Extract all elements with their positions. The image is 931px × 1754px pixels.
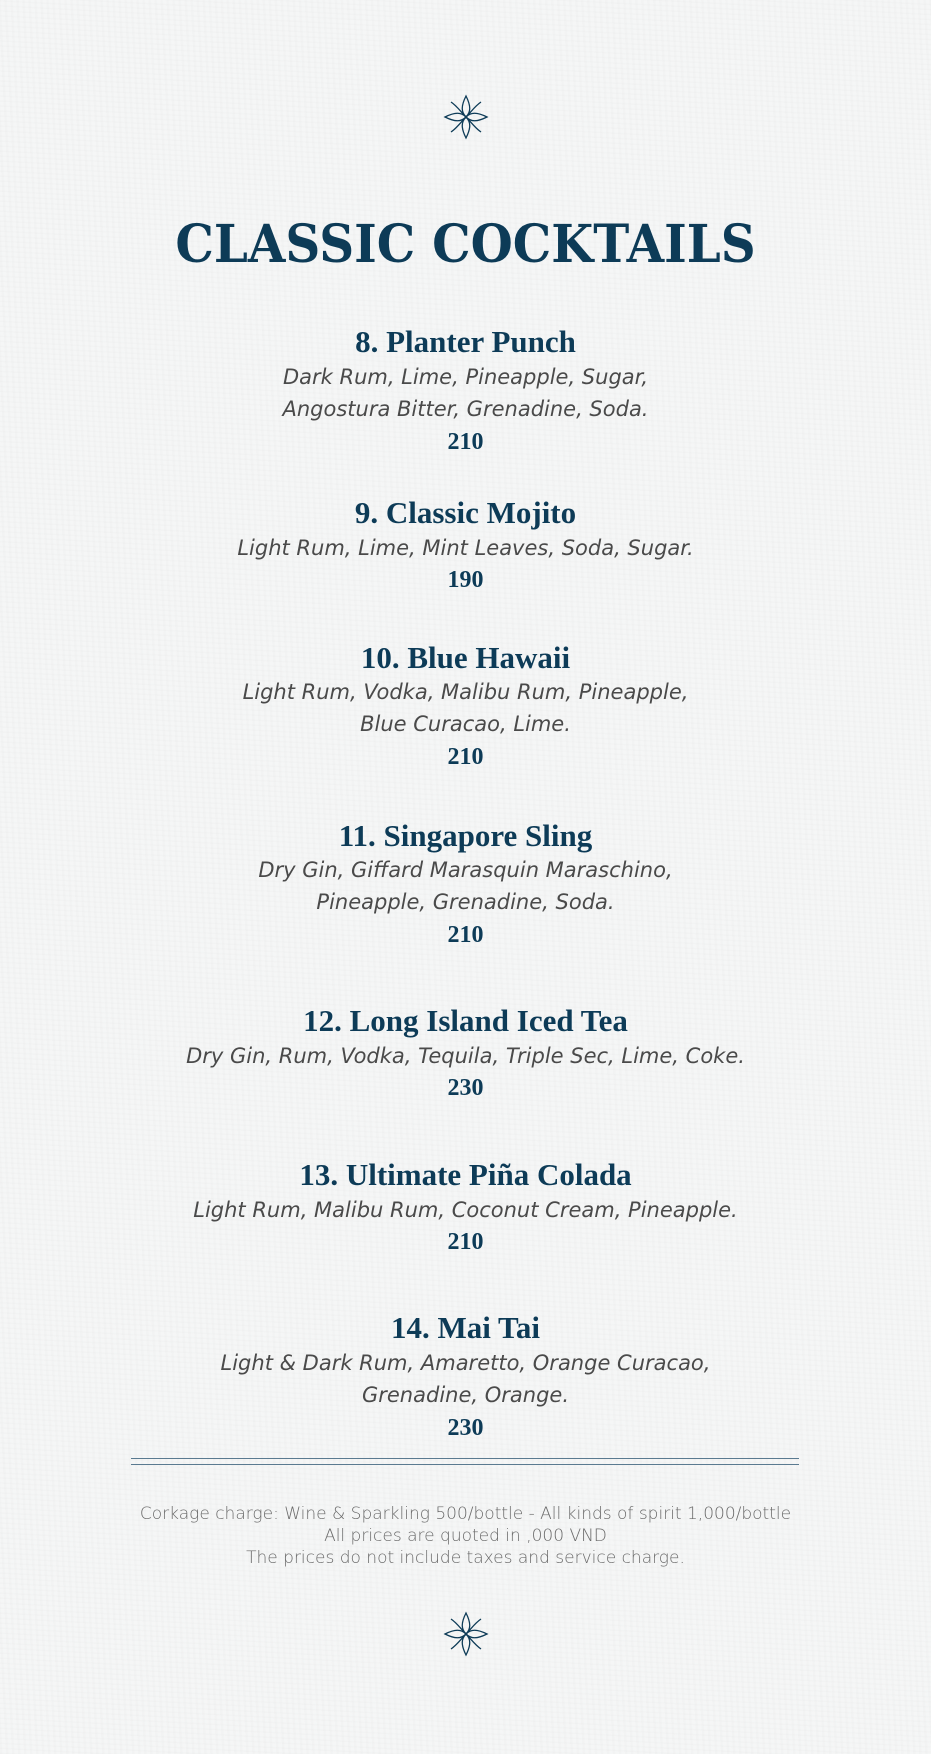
item-name: 11. Singapore Sling: [338, 818, 593, 853]
item-description: Light Rum, Lime, Mint Leaves, Soda, Sugar.: [237, 536, 694, 560]
item-name: 8. Planter Punch: [355, 324, 576, 359]
item-description: Angostura Bitter, Grenadine, Soda.: [282, 397, 649, 421]
item-price: 230: [447, 1415, 484, 1441]
divider: [131, 1464, 799, 1465]
item-description: Blue Curacao, Lime.: [360, 712, 571, 736]
corkage-note: Corkage charge: Wine & Sparkling 500/bottle - All kinds of spirit 1,000/bottle: [139, 1504, 792, 1524]
item-name: 14. Mai Tai: [390, 1310, 540, 1345]
item-description: Dry Gin, Rum, Vodka, Tequila, Triple Sec, Lime, Coke.: [186, 1044, 745, 1068]
item-price: 230: [447, 1075, 484, 1101]
item-price: 210: [447, 429, 484, 455]
item-name: 10. Blue Hawaii: [360, 640, 571, 675]
item-name: 12. Long Island Iced Tea: [303, 1003, 628, 1038]
item-price: 210: [447, 1229, 484, 1255]
floral-ornament-icon: [441, 92, 491, 142]
item-description: Pineapple, Grenadine, Soda.: [316, 890, 615, 914]
item-description: Light Rum, Vodka, Malibu Rum, Pineapple,: [242, 680, 689, 704]
item-name: 13. Ultimate Piña Colada: [299, 1157, 632, 1192]
item-price: 210: [447, 744, 484, 770]
tax-note: The prices do not include taxes and service charge.: [246, 1548, 685, 1568]
divider: [131, 1458, 799, 1459]
item-description: Light Rum, Malibu Rum, Coconut Cream, Pineapple.: [193, 1198, 738, 1222]
floral-ornament-icon: [441, 1609, 491, 1659]
item-name: 9. Classic Mojito: [354, 495, 577, 530]
item-description: Light & Dark Rum, Amaretto, Orange Curacao,: [220, 1351, 711, 1375]
menu-title: CLASSIC COCKTAILS: [175, 214, 756, 275]
item-price: 210: [447, 922, 484, 948]
item-description: Dry Gin, Giffard Marasquin Maraschino,: [258, 858, 673, 882]
item-price: 190: [447, 567, 484, 593]
item-description: Grenadine, Orange.: [361, 1383, 570, 1407]
currency-note: All prices are quoted in ,000 VND: [324, 1526, 607, 1546]
item-description: Dark Rum, Lime, Pineapple, Sugar,: [282, 365, 649, 389]
